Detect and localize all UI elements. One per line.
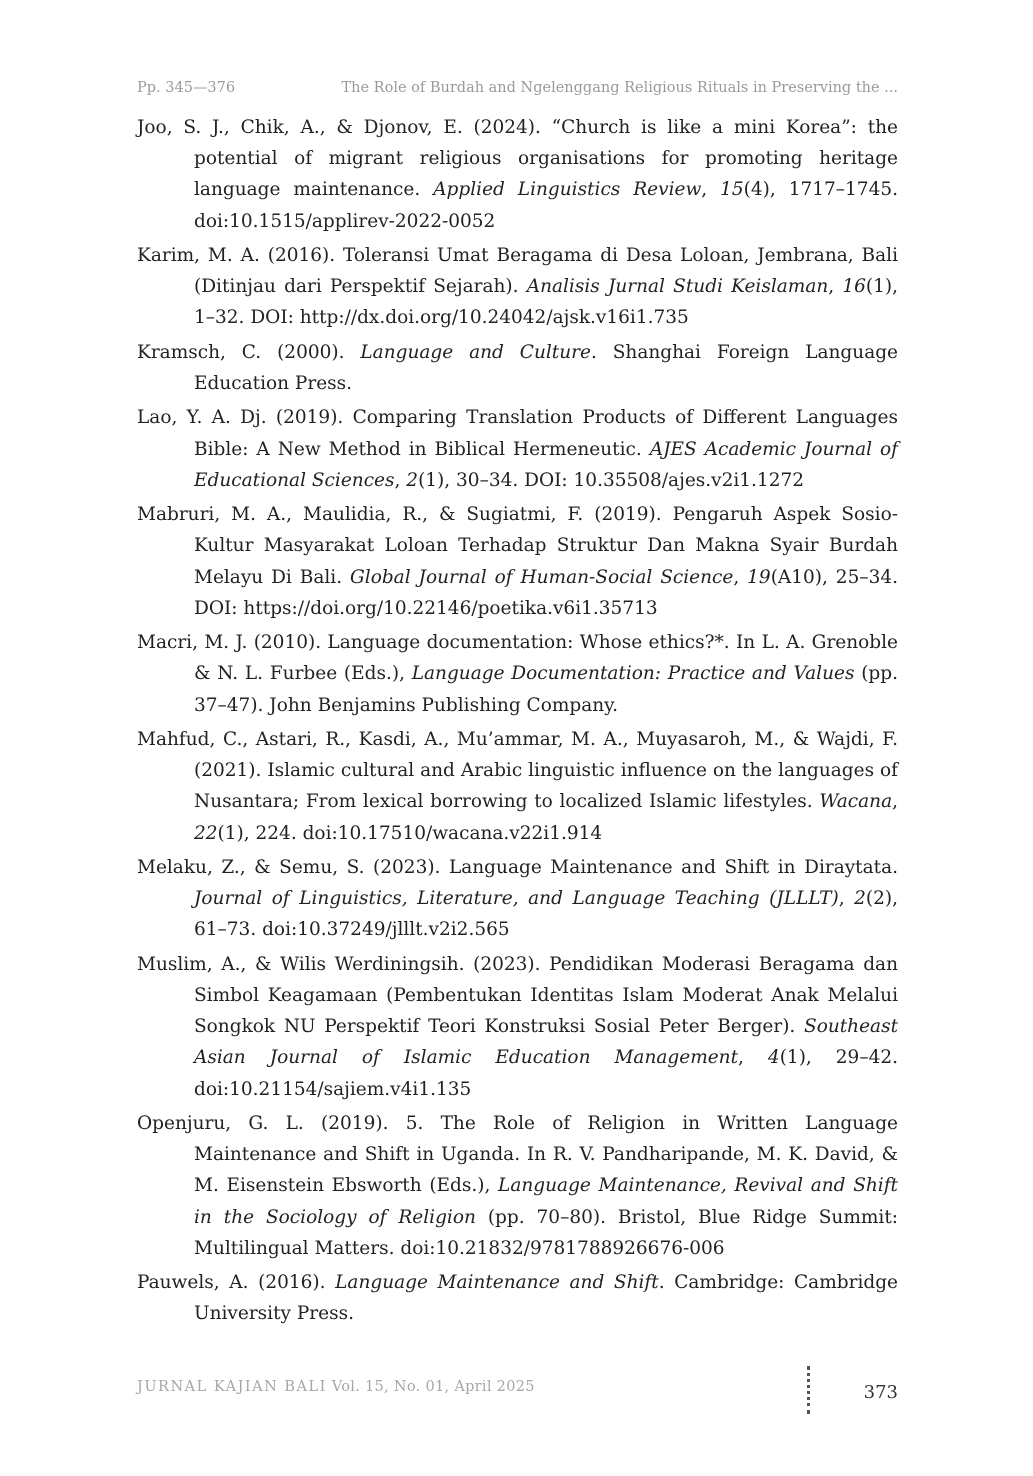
- journal-issue: Vol. 15, No. 01, April 2025: [326, 1379, 535, 1395]
- reference-text: (1), 224. doi:10.17510/wacana.v22i1.914: [217, 822, 603, 844]
- running-title: The Role of Burdah and Ngelenggang Religious Rituals in Preserving the ...: [341, 80, 898, 96]
- reference-entry: [137, 852, 898, 946]
- reference-italic-text: Analisis Jurnal Studi Keislaman: [526, 276, 829, 298]
- reference-italic-text: 22: [194, 822, 218, 844]
- reference-entry: [137, 627, 898, 721]
- reference-text: . Shanghai Foreign Language Education Press.: [194, 341, 899, 394]
- reference-italic-text: 19: [747, 566, 771, 588]
- reference-italic-text: Applied Linguistics Review: [433, 179, 702, 201]
- reference-text: Mabruri, M. A., Maulidia, R., & Sugiatmi, F. (2019). Pengaruh Aspek Sosio-Kultur Masyarakat Loloan Terhadap Struktur Dan Makna Syair Burdah Melayu Di Bali.: [137, 504, 898, 588]
- reference-entry: [137, 240, 898, 334]
- reference-text: (pp. 70–80). Bristol, Blue Ridge Summit: Multilingual Matters. doi:10.21832/9781788926676-006: [194, 1206, 898, 1259]
- reference-text: Kramsch, C. (2000).: [137, 341, 361, 363]
- reference-italic-text: Language Maintenance, Revival and Shift in the Sociology of Religion: [194, 1175, 898, 1228]
- reference-text: Lao, Y. A. Dj. (2019). Comparing Translation Products of Different Languages Bible: A New Method in Biblical Hermeneutic.: [137, 407, 898, 460]
- reference-text: Macri, M. J. (2010). Language documentation: Whose ethics?*. In L. A. Grenoble & N. L. Furbee (Eds.),: [137, 632, 898, 685]
- journal-info: [137, 1379, 535, 1395]
- reference-italic-text: 15: [720, 179, 744, 201]
- reference-italic-text: Journal of Linguistics, Literature, and Language Teaching (JLLLT): [194, 888, 839, 910]
- journal-name: JURNAL KAJIAN BALI: [137, 1379, 327, 1395]
- reference-entry: [137, 112, 898, 237]
- page-range: Pp. 345—376: [137, 80, 236, 96]
- reference-italic-text: 2: [406, 469, 419, 491]
- reference-entry: [137, 724, 898, 849]
- reference-text: . Cambridge: Cambridge University Press.: [194, 1272, 898, 1325]
- reference-entry: [137, 402, 898, 496]
- reference-text: ,: [738, 1047, 768, 1069]
- reference-italic-text: Southeast Asian Journal of Islamic Education Management: [194, 1016, 898, 1069]
- reference-italic-text: Wacana: [819, 791, 893, 813]
- reference-text: (pp. 37–47). John Benjamins Publishing Company.: [194, 663, 898, 716]
- reference-italic-text: 2: [854, 888, 866, 910]
- reference-text: ,: [838, 888, 855, 910]
- reference-entry: [137, 337, 898, 399]
- reference-entry: [137, 1267, 898, 1329]
- page-footer: [137, 1376, 898, 1416]
- reference-text: Openjuru, G. L. (2019). 5. The Role of Religion in Written Language Maintenance and Shift in Uganda. In R. V. Pandharipande, M. K. David, & M. Eisenstein Ebsworth (Eds.),: [137, 1112, 898, 1197]
- footer-divider: [807, 1366, 810, 1414]
- reference-text: (1), 1–32. DOI: http://dx.doi.org/10.24042/ajsk.v16i1.735: [194, 276, 898, 329]
- running-header: [137, 80, 898, 102]
- reference-text: ,: [733, 566, 748, 588]
- reference-entry: [137, 1108, 898, 1264]
- page-number: 373: [863, 1382, 898, 1403]
- reference-italic-text: Global Journal of Human-Social Science: [350, 566, 734, 588]
- reference-italic-text: 16: [842, 276, 866, 298]
- reference-text: ,: [892, 791, 898, 813]
- reference-text: Karim, M. A. (2016). Toleransi Umat Beragama di Desa Loloan, Jembrana, Bali (Ditinjau dari Perspektif Sejarah).: [137, 245, 898, 298]
- reference-text: (1), 29–42. doi:10.21154/sajiem.v4i1.135: [194, 1047, 898, 1100]
- reference-text: (2), 61–73. doi:10.37249/jlllt.v2i2.565: [194, 888, 898, 941]
- reference-text: Mahfud, C., Astari, R., Kasdi, A., Mu’ammar, M. A., Muyasaroh, M., & Wajdi, F. (2021). Islamic cultural and Arabic linguistic influence on the languages of Nusantara; From lexical borrowing to localized Islamic lifestyles.: [137, 728, 898, 813]
- reference-text: (A10), 25–34. DOI: https://doi.org/10.22146/poetika.v6i1.35713: [194, 566, 899, 619]
- reference-text: Joo, S. J., Chik, A., & Djonov, E. (2024). “Church is like a mini Korea”: the potential of migrant religious organisations for promoting heritage language maintenance.: [137, 117, 898, 201]
- reference-text: Muslim, A., & Wilis Werdiningsih. (2023). Pendidikan Moderasi Beragama dan Simbol Keagamaan (Pembentukan Identitas Islam Moderat Anak Melalui Songkok NU Perspektif Teori Konstruksi Sosial Peter Berger).: [137, 953, 898, 1038]
- reference-italic-text: Language and Culture: [360, 341, 591, 363]
- reference-italic-text: AJES Academic Journal of Educational Sciences: [194, 438, 898, 491]
- reference-text: (4), 1717–1745. doi:10.1515/applirev-2022-0052: [194, 179, 899, 232]
- reference-text: Pauwels, A. (2016).: [137, 1272, 336, 1294]
- reference-text: ,: [828, 276, 843, 298]
- reference-entry: [137, 949, 898, 1105]
- reference-italic-text: Language Documentation: Practice and Values: [411, 663, 855, 685]
- reference-entry: [137, 499, 898, 624]
- reference-list: [137, 112, 898, 1333]
- reference-text: ,: [394, 469, 407, 491]
- reference-italic-text: 4: [767, 1047, 780, 1069]
- reference-text: ,: [701, 179, 721, 201]
- reference-text: Melaku, Z., & Semu, S. (2023). Language Maintenance and Shift in Diraytata.: [137, 856, 898, 878]
- reference-italic-text: Language Maintenance and Shift: [335, 1272, 659, 1294]
- reference-text: (1), 30–34. DOI: 10.35508/ajes.v2i1.1272: [418, 469, 805, 491]
